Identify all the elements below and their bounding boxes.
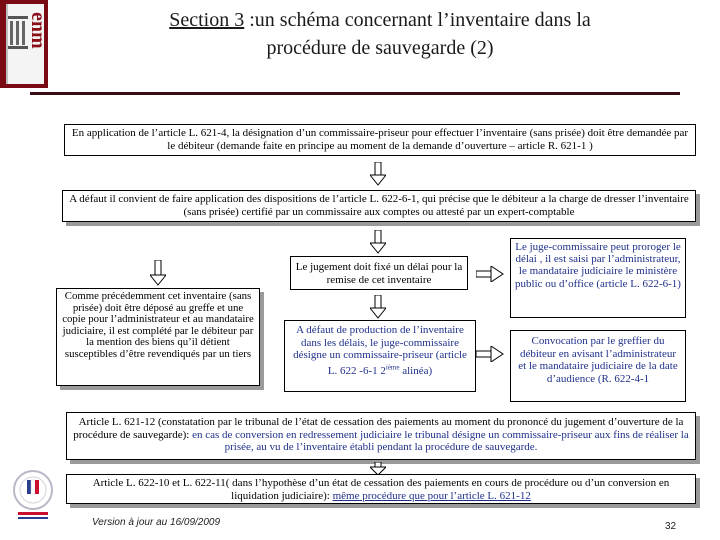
left-box — [56, 288, 260, 386]
logo-columns-icon — [8, 14, 28, 54]
title-divider — [30, 92, 680, 95]
title-line-2: procédure de sauvegarde (2) — [266, 37, 494, 59]
default-text: A défaut il convient de faire application des dispositions de l’article L. 622-6-1, qui précise que le débiteur a la charge de dresser l’inventaire (sans prisée) certifié par un commissaire aux comptes ou attesté par un expert-comptable — [69, 193, 689, 218]
section-label: Section 3 — [169, 9, 245, 31]
right-arrow-icon — [476, 266, 504, 282]
default-box — [62, 190, 696, 222]
convocation-box — [510, 330, 686, 402]
judgment-delay-text: Le jugement doit fixé un délai pour la remise de cet inventaire — [295, 261, 463, 286]
version-footer: Version à jour au 16/09/2009 — [92, 517, 221, 528]
no-production-box — [284, 320, 476, 392]
convocation-text: Convocation par le greffier du débiteur en avisant l’administrateur et le mandataire judiciaire de la date d’audience (R. 622-4-1 — [518, 335, 678, 385]
intro-text: En application de l’article L. 621-4, la désignation d’un commissaire-priseur pour effectuer l’inventaire (sans prisée) doit être demandée par le débiteur (demande faite en principe au moment de la demande d’ouverture – article R. 621-1 ) — [71, 127, 689, 152]
judgment-delay-box — [290, 256, 468, 290]
page-number: 32 — [665, 521, 677, 532]
article-622-10-box — [66, 474, 696, 504]
logo-text: enm — [27, 12, 49, 49]
judge-extend-text: Le juge-commissaire peut proroger le délai , il est saisi par l’administrateur, le mandataire judiciaire le ministère public ou d’office (article L. 622-6-1) — [515, 241, 681, 290]
logo-letters — [26, 12, 48, 55]
down-arrow-icon — [370, 295, 386, 319]
article-621-12-box — [66, 412, 696, 460]
title-line-1-rest: :un schéma concernant l’inventaire dans la — [244, 9, 591, 31]
down-arrow-icon — [150, 260, 166, 286]
article-621-12-text: Article L. 621-12 (constatation par le tribunal de l’état de cessation des paiements au moment du prononcé du jugement d’ouverture de la procédure de sauvegarde): — [73, 416, 684, 441]
title-line-1 — [70, 6, 690, 34]
article-621-12-blue-text: en cas de conversion en redressement judiciaire le tribunal désigne un commissaire-priseur aux fins de réaliser la prisée, au vu de l’inventaire établi pendant la procédure de sauvegarde. — [192, 428, 689, 453]
page-title — [70, 6, 690, 62]
intro-box — [64, 124, 696, 156]
down-arrow-icon — [370, 230, 386, 254]
article-622-10-text: Article L. 622-10 et L. 622-11( dans l’hypothèse d’un état de cessation des paiements en cours de procédure ou d’un conversion en liquidation judiciaire): — [92, 477, 670, 502]
no-production-pre: A défaut de production de l’inventaire dans les délais, le juge-commissaire désigne un commissaire-priseur (article L. 622 -6-1 2 — [293, 324, 467, 378]
article-622-10-blue-text: même procédure que pour l’article L. 621-12 — [332, 489, 531, 502]
ministry-seal-icon — [10, 468, 56, 524]
left-text: Comme précédemment cet inventaire (sans prisée) doit être déposé au greffe et une copie pour l’administrateur et au mandataire judiciaire, il est complété par le débiteur par la mention des biens qu’il détient susceptibles d’être revendiqués par un tiers — [62, 290, 254, 360]
down-arrow-icon — [370, 162, 386, 186]
no-production-sup: ième — [385, 363, 400, 372]
judge-extend-box — [510, 238, 686, 318]
no-production-post: alinéa) — [399, 365, 433, 378]
no-production-text — [293, 324, 467, 377]
right-arrow-icon — [476, 346, 504, 362]
